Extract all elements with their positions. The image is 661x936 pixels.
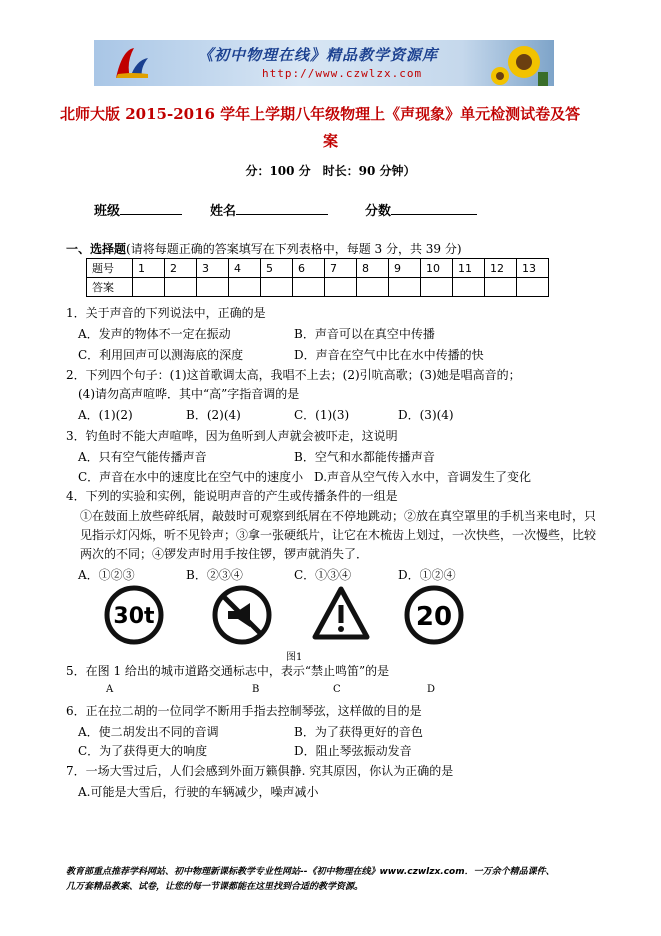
question-2-stem: 2．下列四个句子：(1)这首歌调太高，我唱不上去；(2)引吭高歌；(3)她是唱高音的；	[66, 368, 521, 382]
q1-option-c: C．利用回声可以测海底的深度	[78, 348, 244, 362]
question-number: 11	[453, 259, 485, 278]
q6-option-c: C．为了获得更大的响度	[78, 744, 208, 758]
answer-cell[interactable]	[485, 278, 517, 297]
answer-cell[interactable]	[389, 278, 421, 297]
class-field	[94, 200, 182, 219]
question-1-stem: 1．关于声音的下列说法中，正确的是	[66, 306, 266, 320]
question-5-stem: 5．在图 1 给出的城市道路交通标志中，表示“禁止鸣笛”的是	[66, 664, 390, 678]
q5-option-a: A	[106, 684, 114, 695]
header-banner	[94, 40, 554, 86]
page-footer	[66, 865, 626, 895]
answer-cell[interactable]	[421, 278, 453, 297]
answer-cell[interactable]	[293, 278, 325, 297]
question-number: 1	[133, 259, 165, 278]
footer-line-1: 教育部重点推荐学科网站、初中物理新课标教学专业性网站--《初中物理在线》www.czwlzx.com．一万余个精品课件、	[66, 867, 555, 877]
question-number: 9	[389, 259, 421, 278]
no-horn-sign-icon	[212, 585, 272, 645]
question-4-line-2: 见指示灯闪烁，听不见铃声；③拿一张硬纸片，让它在木梳齿上划过，一次快些，一次慢些，比较	[80, 528, 597, 542]
section-title: 一、选择题	[66, 242, 127, 256]
question-7-stem: 7．一场大雪过后，人们会感到外面万籁俱静. 究其原因，你认为正确的是	[66, 764, 454, 778]
q5-option-d: D	[427, 684, 436, 695]
speed-limit-text: 20	[415, 602, 453, 632]
weight-limit-sign-icon	[104, 585, 164, 645]
question-6-stem: 6．正在拉二胡的一位同学不断用手指去控制琴弦，这样做的目的是	[66, 704, 422, 718]
question-number: 5	[261, 259, 293, 278]
question-number: 10	[421, 259, 453, 278]
q5-option-c: C	[333, 684, 341, 695]
section-heading	[66, 240, 462, 257]
answer-cell[interactable]	[517, 278, 549, 297]
question-number: 8	[357, 259, 389, 278]
table-row	[87, 278, 549, 297]
q3-option-d: D.声音从空气传入水中，音调发生了变化	[314, 470, 532, 484]
row-label: 答案	[87, 278, 133, 297]
table-row	[87, 259, 549, 278]
question-number: 7	[325, 259, 357, 278]
class-blank[interactable]	[120, 202, 182, 215]
answer-cell[interactable]	[197, 278, 229, 297]
q5-option-b: B	[252, 684, 260, 695]
q6-option-b: B．为了获得更好的音色	[294, 725, 423, 739]
answer-cell[interactable]	[357, 278, 389, 297]
weight-limit-text: 30t	[113, 604, 155, 629]
answer-cell[interactable]	[261, 278, 293, 297]
question-2-stem-continued: (4)请勿高声喧哗．其中“高”字指音调的是	[78, 387, 300, 401]
q4-option-c: C．①③④	[294, 568, 352, 582]
document-title: 北师大版 2015-2016 学年上学期八年级物理上《声现象》单元检测试卷及答	[60, 105, 581, 123]
question-4-stem: 4．下列的实验和实例，能说明声音的产生或传播条件的一组是	[66, 489, 398, 503]
q3-option-c: C．声音在水中的速度比在空气中的速度小	[78, 470, 304, 484]
q6-option-a: A．使二胡发出不同的音调	[78, 725, 219, 739]
q1-option-d: D．声音在空气中比在水中传播的快	[294, 348, 484, 362]
banner-title: 《初中物理在线》精品教学资源库	[198, 46, 439, 64]
banner-url: http://www.czwlzx.com	[262, 67, 423, 80]
answer-cell[interactable]	[133, 278, 165, 297]
question-number: 6	[293, 259, 325, 278]
name-field	[210, 200, 328, 219]
q1-option-b: B．声音可以在真空中传播	[294, 327, 435, 341]
question-number: 13	[517, 259, 549, 278]
answer-cell[interactable]	[165, 278, 197, 297]
q3-option-b: B．空气和水都能传播声音	[294, 450, 435, 464]
q2-option-a: A．(1)(2)	[78, 408, 133, 422]
score-duration: 分：100 分 时长：90 分钟）	[245, 164, 416, 178]
question-number: 12	[485, 259, 517, 278]
answer-table	[86, 258, 549, 297]
q4-option-a: A．①②③	[78, 568, 135, 582]
class-label: 班级	[94, 204, 121, 219]
sunflower-icon	[488, 42, 548, 86]
question-3-stem: 3．钓鱼时不能大声喧哗，因为鱼听到人声就会被吓走，这说明	[66, 429, 398, 443]
figure-caption: 图1	[286, 652, 303, 663]
q2-option-b: B．(2)(4)	[186, 408, 241, 422]
document-title-continued: 案	[322, 132, 338, 150]
q2-option-c: C．(1)(3)	[294, 408, 350, 422]
question-4-line-1: ①在鼓面上放些碎纸屑，敲鼓时可观察到纸屑在不停地跳动；②放在真空罩里的手机当来电时，只	[80, 509, 597, 523]
question-number: 3	[197, 259, 229, 278]
warning-sign-icon	[312, 585, 370, 643]
question-4-line-3: 两次的不同；④锣发声时用手按住锣，锣声就消失了．	[80, 547, 369, 561]
question-number: 4	[229, 259, 261, 278]
q3-option-a: A．只有空气能传播声音	[78, 450, 207, 464]
q4-option-d: D．①②④	[398, 568, 456, 582]
name-label: 姓名	[210, 204, 237, 219]
score-field	[365, 200, 477, 219]
q2-option-d: D．(3)(4)	[398, 408, 454, 422]
score-blank[interactable]	[391, 202, 477, 215]
score-label: 分数	[365, 204, 392, 219]
q1-option-a: A．发声的物体不一定在振动	[78, 327, 231, 341]
q6-option-d: D．阻止琴弦振动发音	[294, 744, 412, 758]
site-logo-icon	[112, 44, 152, 82]
answer-cell[interactable]	[325, 278, 357, 297]
q7-option-a: A.可能是大雪后，行驶的车辆减少，噪声减小	[78, 785, 319, 799]
q4-option-b: B．②③④	[186, 568, 243, 582]
answer-cell[interactable]	[453, 278, 485, 297]
speed-limit-sign-icon	[404, 585, 464, 645]
row-label: 题号	[87, 259, 133, 278]
answer-cell[interactable]	[229, 278, 261, 297]
section-instruction: (请将每题正确的答案填写在下列表格中，每题 3 分，共 39 分)	[126, 242, 462, 256]
question-number: 2	[165, 259, 197, 278]
footer-line-2: 几万套精品教案、试卷，让您的每一节课都能在这里找到合适的教学资源。	[66, 882, 364, 892]
name-blank[interactable]	[236, 202, 328, 215]
